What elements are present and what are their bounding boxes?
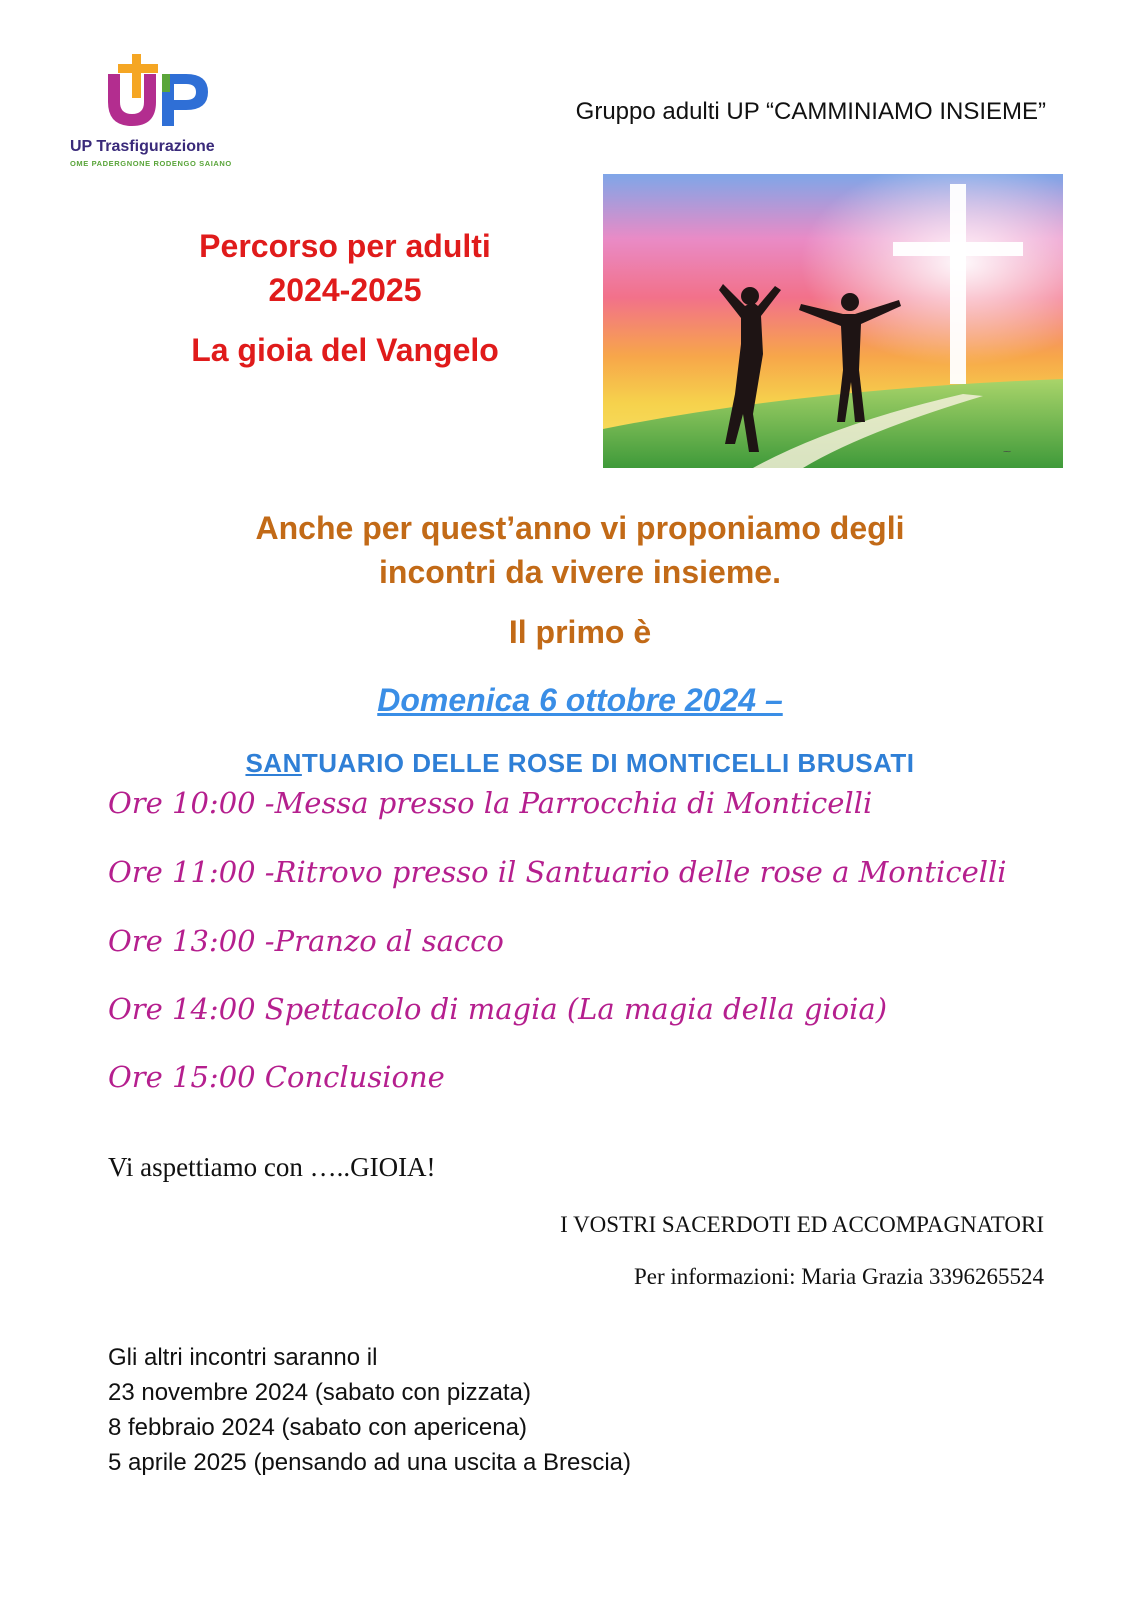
program-item: Ore 15:00 Conclusione <box>108 1060 445 1094</box>
signature-text: I VOSTRI SACERDOTI ED ACCOMPAGNATORI <box>560 1212 1044 1237</box>
event-place-underlined: SAN <box>245 748 302 778</box>
contact-info: Per informazioni: Maria Grazia 3396265524 <box>633 1264 1044 1289</box>
intro-line-1: Anche per quest’anno vi proponiamo degli <box>255 510 905 546</box>
event-place-rest: TUARIO DELLE ROSE DI MONTICELLI BRUSATI <box>301 748 915 778</box>
up-logo-icon <box>104 52 224 132</box>
headline-line-3: La gioia del Vangelo <box>191 332 499 368</box>
program-item: Ore 13:00 -Pranzo al sacco <box>108 924 504 958</box>
parish-logo <box>64 52 264 172</box>
meeting-date: 5 aprile 2025 (pensando ad una uscita a Brescia) <box>108 1449 632 1476</box>
meeting-date: 8 febbraio 2024 (sabato con apericena) <box>108 1414 527 1441</box>
group-title: Gruppo adulti UP “CAMMINIAMO INSIEME” <box>575 98 1046 125</box>
watercolor-painting <box>603 174 1063 468</box>
event-date-text: Domenica 6 ottobre 2024 – <box>377 682 783 718</box>
intro-line-3: Il primo è <box>508 614 652 650</box>
welcome-text: Vi aspettiamo con …..GIOIA! <box>108 1152 436 1182</box>
intro-line-2: incontri da vivere insieme. <box>379 554 781 590</box>
program-item: Ore 14:00 Spettacolo di magia (La magia della gioia) <box>108 992 888 1026</box>
headline-line-1: Percorso per adulti <box>199 228 491 264</box>
event-place <box>80 748 1080 779</box>
program-item: Ore 11:00 -Ritrovo presso il Santuario delle rose a Monticelli <box>108 855 1007 889</box>
logo-subtitle: OME PADERGNONE RODENGO SAIANO <box>70 159 232 168</box>
headline-line-2: 2024-2025 <box>268 272 422 308</box>
meeting-date: 23 novembre 2024 (sabato con pizzata) <box>108 1379 531 1406</box>
event-date <box>80 682 1080 719</box>
logo-name: UP Trasfigurazione <box>70 138 215 155</box>
other-meetings-intro: Gli altri incontri saranno il <box>108 1344 378 1371</box>
program-item: Ore 10:00 -Messa presso la Parrocchia di Monticelli <box>108 786 873 820</box>
svg-text:⁓: ⁓ <box>1003 447 1011 456</box>
